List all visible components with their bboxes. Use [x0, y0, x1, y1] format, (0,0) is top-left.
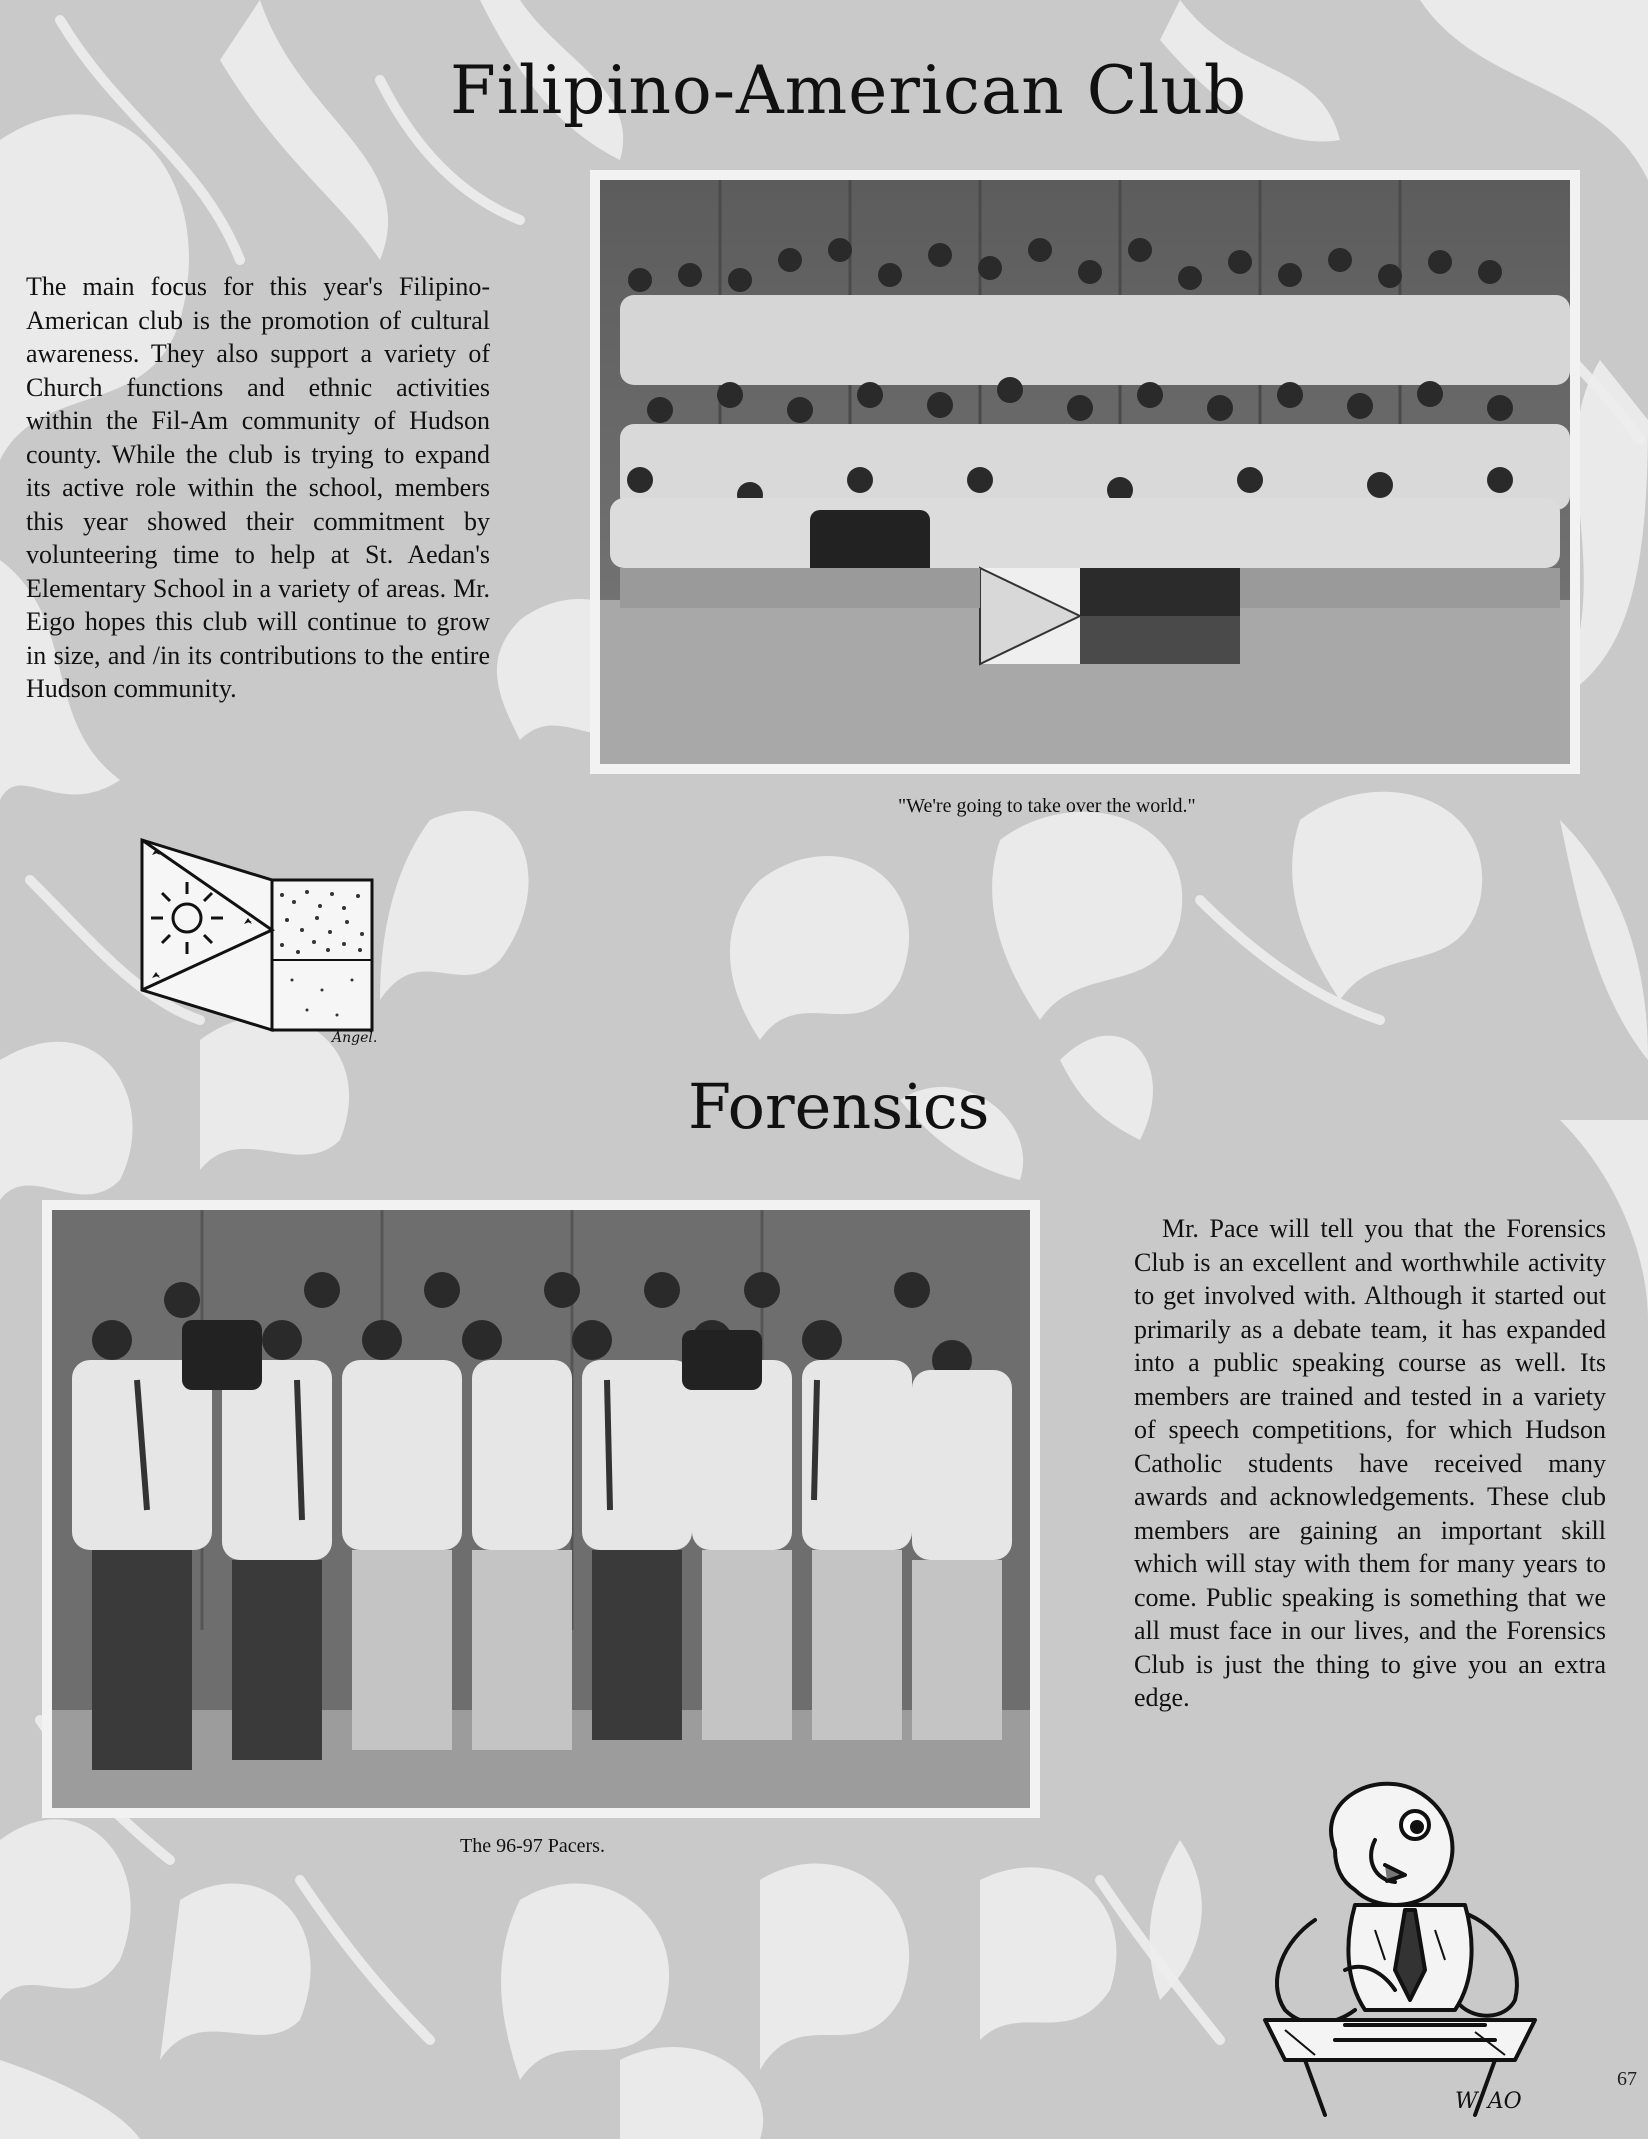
filipino-american-club-photo — [590, 170, 1580, 774]
page-number: 67 — [1617, 2068, 1637, 2090]
public-speaker-at-podium-drawing — [1225, 1770, 1595, 2120]
filipino-american-club-photo-caption: "We're going to take over the world." — [898, 795, 1196, 817]
section-title-forensics: Forensics — [688, 1070, 990, 1143]
philippine-flag-drawing — [132, 820, 412, 1050]
flag-drawing-signature: Angel. — [332, 1030, 378, 1046]
forensics-club-photo — [42, 1200, 1040, 1818]
speaker-drawing-signature: W. AO — [1455, 2089, 1522, 2114]
forensics-club-text: Mr. Pace will tell you that the Forensics Club is an excellent and worthwhile activity to get involved with. Although it started out primarily as a debate team, it has expanded into a public speaking course as well. Its members are trained and tested in a variety of speech competitions, for which Hudson Catholic students have received many awards and acknowledgements. These club members are gaining an important skill which will stay with them for many years to come. Public speaking is something that we all must face in our lives, and the Forensics Club is just the thing to give you an extra edge. — [1134, 1214, 1606, 1712]
section-title-filipino-american-club: Filipino-American Club — [450, 52, 1248, 129]
forensics-club-photo-caption: The 96-97 Pacers. — [460, 1835, 605, 1857]
filipino-american-club-text: The main focus for this year's Filipino-American club is the promotion of cultural awareness. They also support a variety of Church functions and ethnic activities within the Fil-Am community of Hudson county. While the club is trying to expand its active role within the school, members this year showed their commitment by volunteering time to help at St. Aedan's Elementary School in a variety of areas. Mr. Eigo hopes this club will continue to grow in size, and /in its contributions to the entire Hudson community. — [26, 272, 490, 703]
